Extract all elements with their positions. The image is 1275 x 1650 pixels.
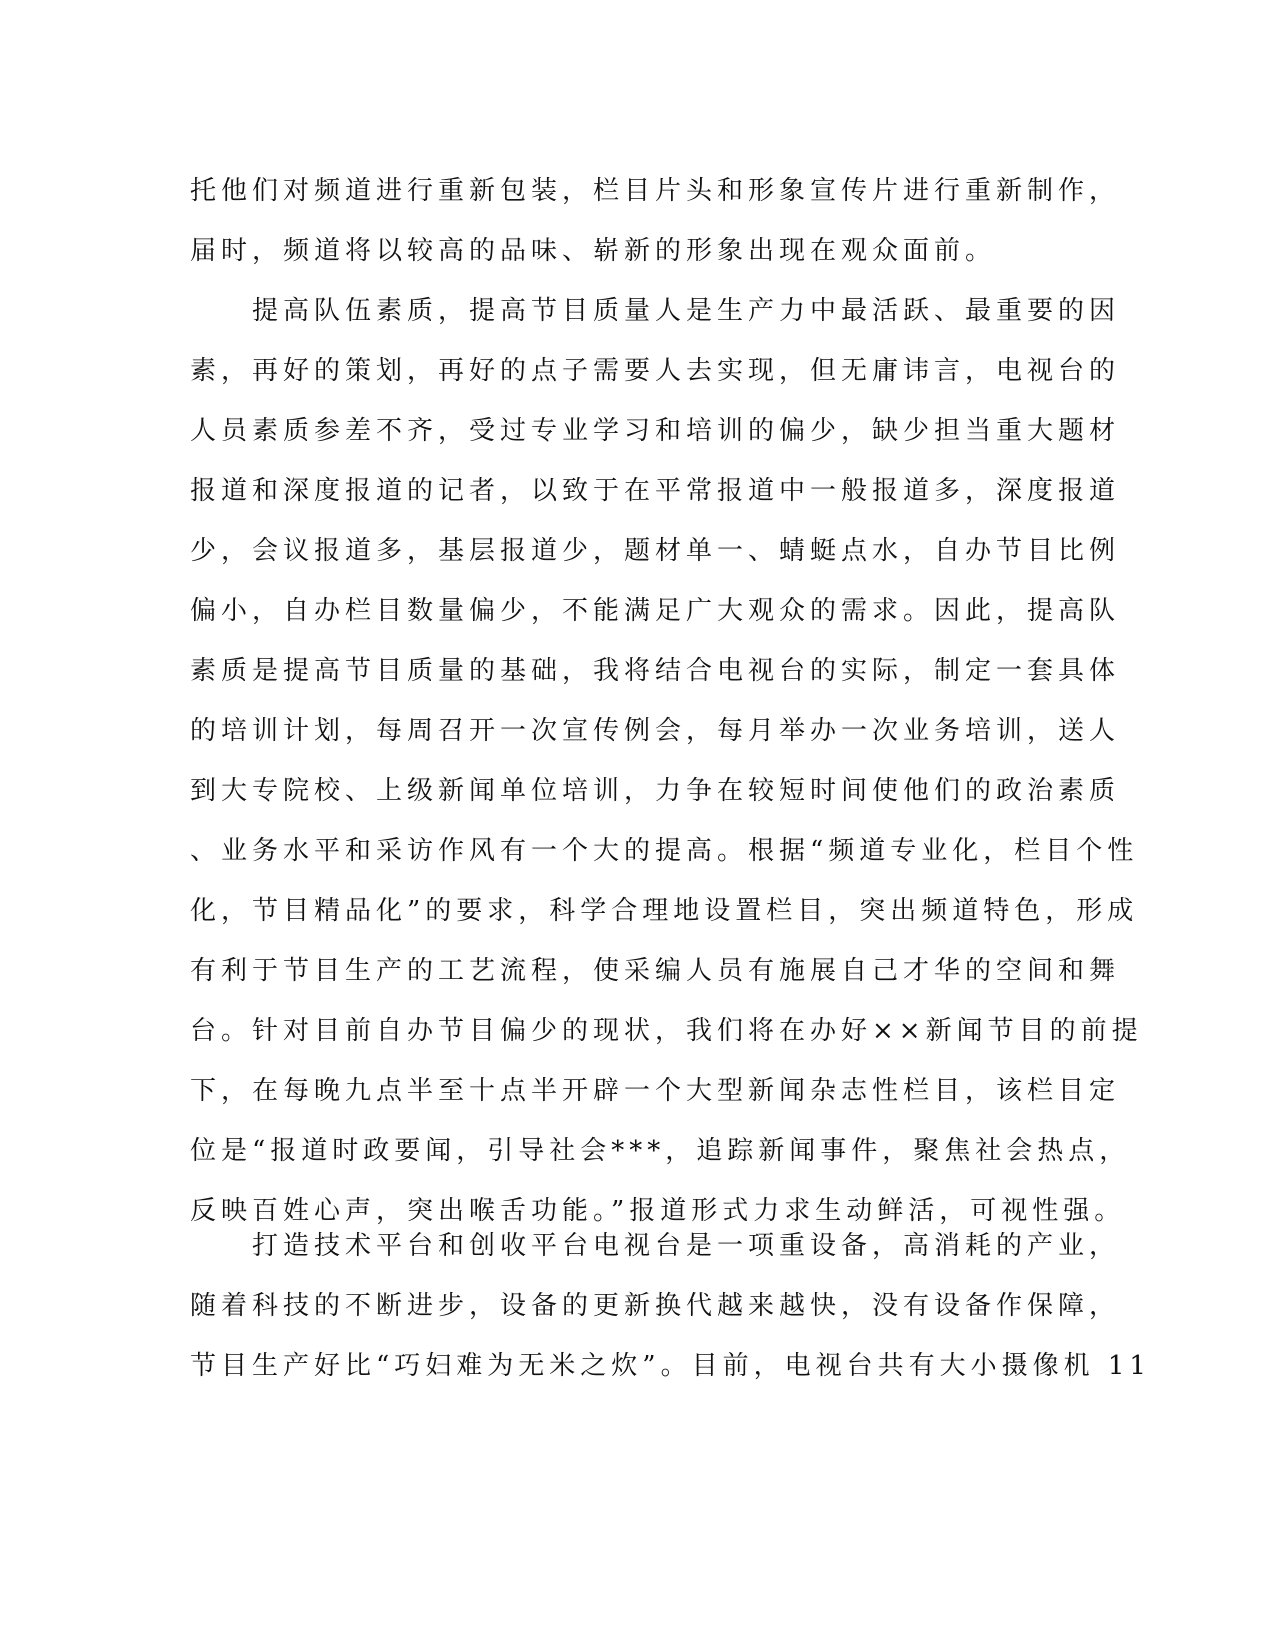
text-line: 报道和深度报道的记者，以致于在平常报道中一般报道多，深度报道 xyxy=(190,476,1121,506)
paragraph-continuation xyxy=(190,161,1121,281)
text-line: 少，会议报道多，基层报道少，题材单一、蜻蜓点水，自办节目比例 xyxy=(190,536,1121,566)
text-line: 反映百姓心声，突出喉舌功能。”报道形式力求生动鲜活，可视性强。 xyxy=(190,1196,1126,1226)
text-line: 下，在每晚九点半至十点半开辟一个大型新闻杂志性栏目，该栏目定 xyxy=(190,1076,1121,1106)
paragraph-team-quality xyxy=(190,281,1143,1241)
text-line: 提高队伍素质，提高节目质量人是生产力中最活跃、最重要的因 xyxy=(252,296,1121,326)
text-line: 随着科技的不断进步，设备的更新换代越来越快，没有设备作保障， xyxy=(190,1291,1121,1321)
text-line: 节目生产好比“巧妇难为无米之炊”。目前，电视台共有大小摄像机 11 xyxy=(190,1351,1151,1381)
text-line: 托他们对频道进行重新包装，栏目片头和形象宣传片进行重新制作， xyxy=(190,176,1121,206)
text-line: 台。针对目前自办节目偏少的现状，我们将在办好××新闻节目的前提 xyxy=(190,1016,1143,1046)
paragraph-technical-platform xyxy=(190,1216,1151,1396)
text-line: 化，节目精品化”的要求，科学合理地设置栏目，突出频道特色，形成 xyxy=(190,896,1139,926)
text-line: 偏小，自办栏目数量偏少，不能满足广大观众的需求。因此，提高队 xyxy=(190,596,1121,626)
text-line: 位是“报道时政要闻，引导社会***，追踪新闻事件，聚焦社会热点， xyxy=(190,1136,1131,1166)
text-line: 人员素质参差不齐，受过专业学习和培训的偏少，缺少担当重大题材 xyxy=(190,416,1121,446)
text-line: 素，再好的策划，再好的点子需要人去实现，但无庸讳言，电视台的 xyxy=(190,356,1121,386)
text-line: 、业务水平和采访作风有一个大的提高。根据“频道专业化，栏目个性 xyxy=(190,836,1139,866)
text-line: 有利于节目生产的工艺流程，使采编人员有施展自己才华的空间和舞 xyxy=(190,956,1121,986)
text-line: 素质是提高节目质量的基础，我将结合电视台的实际，制定一套具体 xyxy=(190,656,1121,686)
text-line: 届时，频道将以较高的品味、崭新的形象出现在观众面前。 xyxy=(190,236,997,266)
text-line: 到大专院校、上级新闻单位培训，力争在较短时间使他们的政治素质 xyxy=(190,776,1121,806)
text-line: 打造技术平台和创收平台电视台是一项重设备，高消耗的产业， xyxy=(252,1231,1121,1261)
text-line: 的培训计划，每周召开一次宣传例会，每月举办一次业务培训，送人 xyxy=(190,716,1121,746)
